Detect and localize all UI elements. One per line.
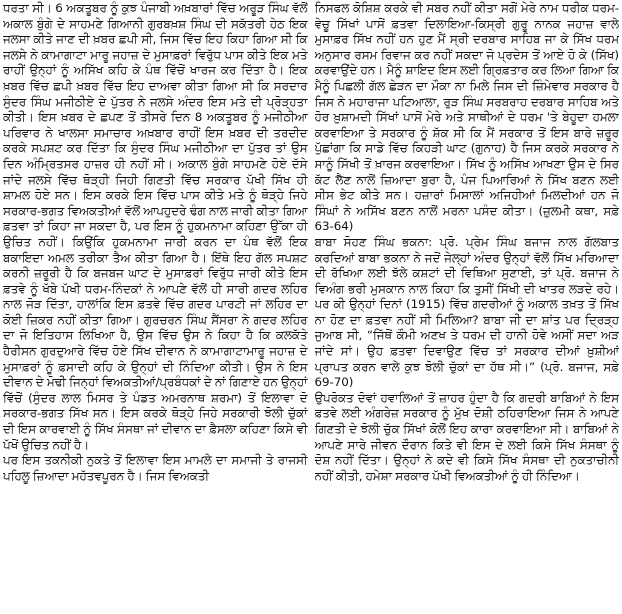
paragraph: ਪਰ ਇਸ ਤਕਨੀਕੀ ਨੁਕਤੇ ਤੋਂ ਇਲਾਵਾ ਇਸ ਮਾਮਲੇ ਦਾ ਸਮਾਜੀ ਤੇ ਰਾਜਸੀ ਪਹਿਲੂ ਜ਼ਿਆਦਾ ਮਹੱਤਵਪੂਰਨ ਹੈ। ਜਿਸ ਵਿਅਕਤੀ <box>3 453 308 483</box>
paragraph: ਨਿਸਫਲ ਕੋਸ਼ਿਸ਼ ਕਰਕੇ ਵੀ ਸਬਰ ਨਹੀਂ ਕੀਤਾ ਸਗੋਂ ਮੇਰੇ ਨਾਮ ਧਰੀਕ ਧਰਮ-ਵੇਚੂ ਸਿੱਖਾਂ ਪਾਸੋਂ ਫ਼ਤਵਾ ਦਿਲਾਇਆ-ਕਿਸ੍ਰੀ ਗੁਰੂ ਨਾਨਕ ਜਹਾਜ਼ ਵਾਲੇ ਮੁਸਾਫ਼ਰ ਸਿੱਖ ਨਹੀਂ ਹਨ ਹੁਣ ਮੈਂ ਸ੍ਰੀ ਦਰਬਾਰ ਸਾਹਿਬ ਜਾ ਕੇ ਸਿੱਖ ਧਰਮ ਅਨੁਸਾਰ ਰਸਮ ਰਿਵਾਜ ਕਰ ਨਹੀਂ ਸਕਦਾ ਜੋ ਪ੍ਰਦੇਸ ਤੋਂ ਆਏ ਹੋ ਕੇ (ਸਿੱਖ) ਕਰਵਾਉਂਦੇ ਹਨ। ਮੈਨੂੰ ਸ਼ਾਇਦ ਇਸ ਲਈ ਗ੍ਰਿਫ਼ਤਾਰ ਕਰ ਲਿਆ ਗਿਆ ਕਿ ਮੈਨੂੰ ਪਿਛਲੀ ਗੱਲ ਛੇੜਨ ਦਾ ਮੌਕਾ ਨਾ ਮਿਲੇ ਜਿਸ ਦੀ ਜ਼ਿੰਮੇਵਾਰ ਸਰਕਾਰ ਹੈ ਜਿਸ ਨੇ ਮਹਾਰਾਜਾ ਪਟਿਆਲਾ, ਰੁੜ ਸਿੰਘ ਸਰਬਰਾਹ ਦਰਬਾਰ ਸਾਹਿਬ ਅਤੇ ਹੋਰ ਖ਼ੁਸ਼ਾਮਦੀ ਸਿੱਖਾਂ ਪਾਸੋਂ ਮੇਰੇ ਅਤੇ ਸਾਥੀਆਂ ਦੇ ਧਰਮ 'ਤੇ ਬੇਹੂਦਾ ਹਮਲਾ ਕਰਵਾਇਆ ਤੇ ਸਰਕਾਰ ਨੂੰ ਸ਼ੱਕ ਸੀ ਕਿ ਮੈਂ ਸਰਕਾਰ ਤੋਂ ਇਸ ਬਾਰੇ ਜ਼ਰੂਰ ਪੁੱਛਾਂਗਾ ਕਿ ਸਾਡੇ ਵਿੱਚ ਕਿਹੜੀ ਘਾਟ (ਗੁਨਾਹ) ਹੈ ਜਿਸ ਕਰਕੇ ਸਰਕਾਰ ਨੇ ਸਾਨੂੰ ਸਿੱਖੀ ਤੋਂ ਖ਼ਾਰਜ ਕਰਵਾਇਆ। ਸਿੱਖ ਨੂੰ ਅਸਿੱਖ ਆਖਣਾ ਉਸ ਦੇ ਸਿਰ ਕੱਟ ਲੈਣ ਨਾਲੋਂ ਜ਼ਿਆਦਾ ਬੁਰਾ ਹੈ, ਪੰਜ ਪਿਆਰਿਆਂ ਨੇ ਸਿੱਖ ਬਣਨ ਲਈ ਸੀਸ ਭੇਟ ਕੀਤੇ ਸਨ। ਹਜ਼ਾਰਾਂ ਮਿਸਾਲਾਂ ਅਜਿਹੀਆਂ ਮਿਲਦੀਆਂ ਹਨ ਜੋ ਸਿੰਘਾਂ ਨੇ ਅਸਿੱਖ ਬਣਨ ਨਾਲੋਂ ਮਰਨਾ ਪਸੰਦ ਕੀਤਾ। (ਜ਼ੁਲਮੀ ਕਥਾ, ਸਫ਼ੇ 63-64) <box>314 1 619 234</box>
paragraph: ਉਪਰੋਕਤ ਦੋਵਾਂ ਹਵਾਲਿਆਂ ਤੋਂ ਜ਼ਾਹਰ ਹੁੰਦਾ ਹੈ ਕਿ ਗਦਰੀ ਬਾਬਿਆਂ ਨੇ ਇਸ ਫ਼ਤਵੇ ਲਈ ਅੰਗਰੇਜ਼ ਸਰਕਾਰ ਨੂੰ ਮੁੱਖ ਦੋਸ਼ੀ ਠਹਿਰਾਇਆ ਜਿਸ ਨੇ ਆਪਣੇ ਗਿਣਤੀ ਦੇ ਝੋਲੀ ਚੁੱਕ ਸਿੱਖਾਂ ਕੋਲੋਂ ਇਹ ਕਾਰਾ ਕਰਵਾਇਆ ਸੀ। ਬਾਬਿਆਂ ਨੇ ਆਪਣੇ ਸਾਰੇ ਜੀਵਨ ਦੌਰਾਨ ਕਿਤੇ ਵੀ ਇਸ ਦੇ ਲਈ ਕਿਸੇ ਸਿੱਖ ਸੰਸਥਾ ਨੂੰ ਦੋਸ਼ ਨਹੀਂ ਦਿੱਤਾ। ਉਨ੍ਹਾਂ ਨੇ ਕਦੇ ਵੀ ਕਿਸੇ ਸਿੱਖ ਸੰਸਥਾ ਦੀ ਨੁਕਤਾਚੀਨੀ ਨਹੀਂ ਕੀਤੀ, ਹਮੇਸ਼ਾ ਸਰਕਾਰ ਪੱਖੀ ਵਿਅਕਤੀਆਂ ਨੂੰ ਹੀ ਨਿੰਦਿਆ। <box>314 390 619 483</box>
paragraph: ਧਰਤਾ ਸੀ। 6 ਅਕਤੂਬਰ ਨੂੰ ਕੁਝ ਪੰਜਾਬੀ ਅਖ਼ਬਾਰਾਂ ਵਿੱਚ ਅਰੂੜ ਸਿੰਘ ਵੱਲੋਂ ਅਕਾਲ ਬੁੰਗੇ ਦੇ ਸਾਹਮਣੇ ਗਿਆਨੀ ਗੁਰਬਖ਼ਸ਼ ਸਿੰਘ ਦੀ ਸਕੱਤਰੀ ਹੇਠ ਇਕ ਜਲਸਾ ਕੀਤੇ ਜਾਣ ਦੀ ਖ਼ਬਰ ਛਪੀ ਸੀ, ਜਿਸ ਵਿੱਚ ਇਹ ਕਿਹਾ ਗਿਆ ਸੀ ਕਿ ਜਲਸੇ ਨੇ ਕਾਮਾਗਾਟਾ ਮਾਰੂ ਜਹਾਜ਼ ਦੇ ਮੁਸਾਫ਼ਰਾਂ ਵਿਰੁੱਧ ਪਾਸ ਕੀਤੇ ਇਕ ਮਤੇ ਰਾਹੀਂ ਉਨ੍ਹਾਂ ਨੂੰ ਅਸਿੱਖ ਕਹਿ ਕੇ ਪੰਥ ਵਿੱਚੋਂ ਖਾਰਜ ਕਰ ਦਿੱਤਾ ਹੈ। ਇਕ ਖ਼ਬਰ ਵਿੱਚ ਛਪੀ ਖ਼ਬਰ ਵਿੱਚ ਇਹ ਦਾਅਵਾ ਕੀਤਾ ਗਿਆ ਸੀ ਕਿ ਸਰਦਾਰ ਸੁੰਦਰ ਸਿੰਘ ਮਜੀਠੀਏ ਦੇ ਪੁੱਤਰ ਨੇ ਜਲਸੇ ਅੰਦਰ ਇਸ ਮਤੇ ਦੀ ਪ੍ਰੋੜ੍ਹਤਾ ਕੀਤੀ। ਇਸ ਖ਼ਬਰ ਦੇ ਛਪਣ ਤੋਂ ਤੀਸਰੇ ਦਿਨ 8 ਅਕਤੂਬਰ ਨੂੰ ਮਜੀਠੀਆ ਪਰਿਵਾਰ ਨੇ ਖਾਲਸਾ ਸਮਾਚਾਰ ਅਖ਼ਬਾਰ ਰਾਹੀਂ ਇਸ ਖ਼ਬਰ ਦੀ ਤਰਦੀਦ ਕਰਕੇ ਸਪਸ਼ਟ ਕਰ ਦਿੱਤਾ ਕਿ ਸੁੰਦਰ ਸਿੰਘ ਮਜੀਠੀਆ ਦਾ ਪੁੱਤਰ ਤਾਂ ਉਸ ਦਿਨ ਅੰਮ੍ਰਿਤਸਰ ਹਾਜ਼ਰ ਹੀ ਨਹੀਂ ਸੀ। ਅਕਾਲ ਬੁੰਗੇ ਸਾਹਮਣੇ ਹੋਏ ਦੱਸੇ ਜਾਂਦੇ ਜਲਸੇ ਵਿੱਚ ਥੋੜ੍ਹੀ ਜਿਹੀ ਗਿਣਤੀ ਵਿੱਚ ਸਰਕਾਰ ਪੱਖੀ ਸਿੱਖ ਹੀ ਸ਼ਾਮਲ ਹੋਏ ਸਨ। ਇਸ ਕਰਕੇ ਇਸ ਵਿੱਚ ਪਾਸ ਕੀਤੇ ਮਤੇ ਨੂੰ ਥੋੜ੍ਹੇ ਜਿਹੇ ਸਰਕਾਰ-ਭਗਤ ਵਿਅਕਤੀਆਂ ਵੱਲੋਂ ਆਪਹੁਦਰੇ ਢੰਗ ਨਾਲ ਜਾਰੀ ਕੀਤਾ ਗਿਆ ਫ਼ਤਵਾ ਤਾਂ ਕਿਹਾ ਜਾ ਸਕਦਾ ਹੈ, ਪਰ ਇਸ ਨੂੰ ਹੁਕਮਨਾਮਾ ਕਹਿਣਾ ਉੱਕਾ ਹੀ ਉਚਿਤ ਨਹੀਂ। ਕਿਉਂਕਿ ਹੁਕਮਨਾਮਾ ਜਾਰੀ ਕਰਨ ਦਾ ਪੰਥ ਵੱਲੋਂ ਇਕ ਬਕਾਇਦਾ ਅਮਲ ਤਰੀਕਾ ਤੈਅ ਕੀਤਾ ਗਿਆ ਹੈ। ਇੱਥੇ ਇਹ ਗੱਲ ਸਪਸ਼ਟ ਕਰਨੀ ਜ਼ਰੂਰੀ ਹੈ ਕਿ ਬਜਬਜ ਘਾਟ ਦੇ ਮੁਸਾਫ਼ਰਾਂ ਵਿਰੁੱਧ ਜਾਰੀ ਕੀਤੇ ਇਸ ਫ਼ਤਵੇ ਨੂੰ ਖੱਬੇ ਪੱਖੀ ਧਰਮ-ਨਿੰਦਕਾਂ ਨੇ ਆਪਣੇ ਵੱਲੋਂ ਹੀ ਸਾਰੀ ਗਦਰ ਲਹਿਰ ਨਾਲ ਜੋੜ ਦਿੱਤਾ, ਹਾਲਾਂਕਿ ਇਸ ਫ਼ਤਵੇ ਵਿੱਚ ਗਦਰ ਪਾਰਟੀ ਜਾਂ ਲਹਿਰ ਦਾ ਕੋਈ ਜ਼ਿਕਰ ਨਹੀਂ ਕੀਤਾ ਗਿਆ। ਗੁਰਚਰਨ ਸਿੰਘ ਸੈਂਸਰਾ ਨੇ ਗਦਰ ਲਹਿਰ ਦਾ ਜੋ ਇਤਿਹਾਸ ਲਿਖਿਆ ਹੈ, ਉਸ ਵਿੱਚ ਉਸ ਨੇ ਕਿਹਾ ਹੈ ਕਿ ਕਲਕੱਤੇ ਹੈਰੀਸਨ ਗੁਰਦੁਆਰੇ ਵਿੱਚ ਹੋਏ ਸਿੱਖ ਦੀਵਾਨ ਨੇ ਕਾਮਾਗਾਟਾਮਾਰੂ ਜਹਾਜ਼ ਦੇ ਮੁਸਾਫ਼ਰਾਂ ਨੂੰ ਫ਼ਸਾਦੀ ਕਹਿ ਕੇ ਉਨ੍ਹਾਂ ਦੀ ਨਿੰਦਿਆ ਕੀਤੀ। ਉਸ ਨੇ ਇਸ ਦੀਵਾਨ ਦੇ ਮੋਢੀ ਜਿਨ੍ਹਾਂ ਵਿਅਕਤੀਆਂ/ਪ੍ਰਬੰਧਕਾਂ ਦੇ ਨਾਂ ਗਿਣਾਏ ਹਨ ਉਨ੍ਹਾਂ ਵਿੱਚੋਂ (ਸੁੰਦਰ ਲਾਲ ਮਿਸਰ ਤੇ ਪੰਡਤ ਅਮਰਨਾਥ ਸ਼ਰਮਾ) ਤੋਂ ਇਲਾਵਾ ਦੋ ਸਰਕਾਰ-ਭਗਤ ਸਿੱਖ ਸਨ। ਇਸ ਕਰਕੇ ਥੋੜ੍ਹੇ ਜਿਹੇ ਸਰਕਾਰੀ ਝੋਲੀ ਚੁੱਕਾਂ ਦੀ ਇਸ ਕਾਰਵਾਈ ਨੂੰ ਸਿੱਖ ਸੰਸਥਾ ਜਾਂ ਦੀਵਾਨ ਦਾ ਫ਼ੈਸਲਾ ਕਹਿਣਾ ਕਿਸੇ ਵੀ ਪੱਖੋਂ ਉਚਿਤ ਨਹੀਂ ਹੈ। <box>3 1 308 452</box>
article-column-left <box>3 1 308 614</box>
paragraph: ਬਾਬਾ ਸੋਹਣ ਸਿੰਘ ਭਕਨਾ: ਪ੍ਰੋ. ਪ੍ਰੇਮ ਸਿੰਘ ਬਜਾਜ ਨਾਲ ਗੱਲਬਾਤ ਕਰਦਿਆਂ ਬਾਬਾ ਭਕਨਾ ਨੇ ਜਦੋਂ ਜੇਲ੍ਹਾਂ ਅੰਦਰ ਉਨ੍ਹਾਂ ਵੱਲੋਂ ਸਿੱਖ ਮਰਿਆਦਾ ਦੀ ਰੱਖਿਆ ਲਈ ਝੱਲੇ ਕਸ਼ਟਾਂ ਦੀ ਵਿਥਿਆ ਸੁਣਾਈ, ਤਾਂ ਪ੍ਰੋ. ਬਜਾਜ ਨੇ ਵਿਅੰਗ ਭਰੀ ਮੁਸਕਾਨ ਨਾਲ ਕਿਹਾ ਕਿ ਤੁਸੀਂ ਸਿੱਖੀ ਦੀ ਖਾਤਰ ਲੜਦੇ ਰਹੇ। ਪਰ ਕੀ ਉਨ੍ਹਾਂ ਦਿਨਾਂ (1915) ਵਿੱਚ ਗਦਰੀਆਂ ਨੂੰ ਅਕਾਲ ਤਖ਼ਤ ਤੋਂ ਸਿੱਖ ਨਾ ਹੋਣ ਦਾ ਫ਼ਤਵਾ ਨਹੀਂ ਸੀ ਮਿਲਿਆ? ਬਾਬਾ ਜੀ ਦਾ ਸ਼ਾਂਤ ਪਰ ਦ੍ਰਿੜ੍ਹ ਜੁਆਬ ਸੀ, “ਜਿੱਥੋਂ ਕੌਮੀ ਅਣਖ ਤੇ ਧਰਮ ਦੀ ਹਾਨੀ ਹੋਵੇ ਅਸੀਂ ਸਦਾ ਅੜ ਜਾਂਦੇ ਸਾਂ। ਉਹ ਫ਼ਤਵਾ ਦਿਵਾਉਣ ਵਿੱਚ ਤਾਂ ਸਰਕਾਰ ਦੀਆਂ ਖ਼ੁਸ਼ੀਆਂ ਪ੍ਰਾਪਤ ਕਰਨ ਵਾਲੇ ਕੁਝ ਝੋਲੀ ਚੁੱਕਾਂ ਦਾ ਹੱਥ ਸੀ।” (ਪ੍ਰੋ. ਬਜਾਜ, ਸਫ਼ੇ 69-70) <box>314 234 619 390</box>
article-column-right <box>315 1 620 614</box>
